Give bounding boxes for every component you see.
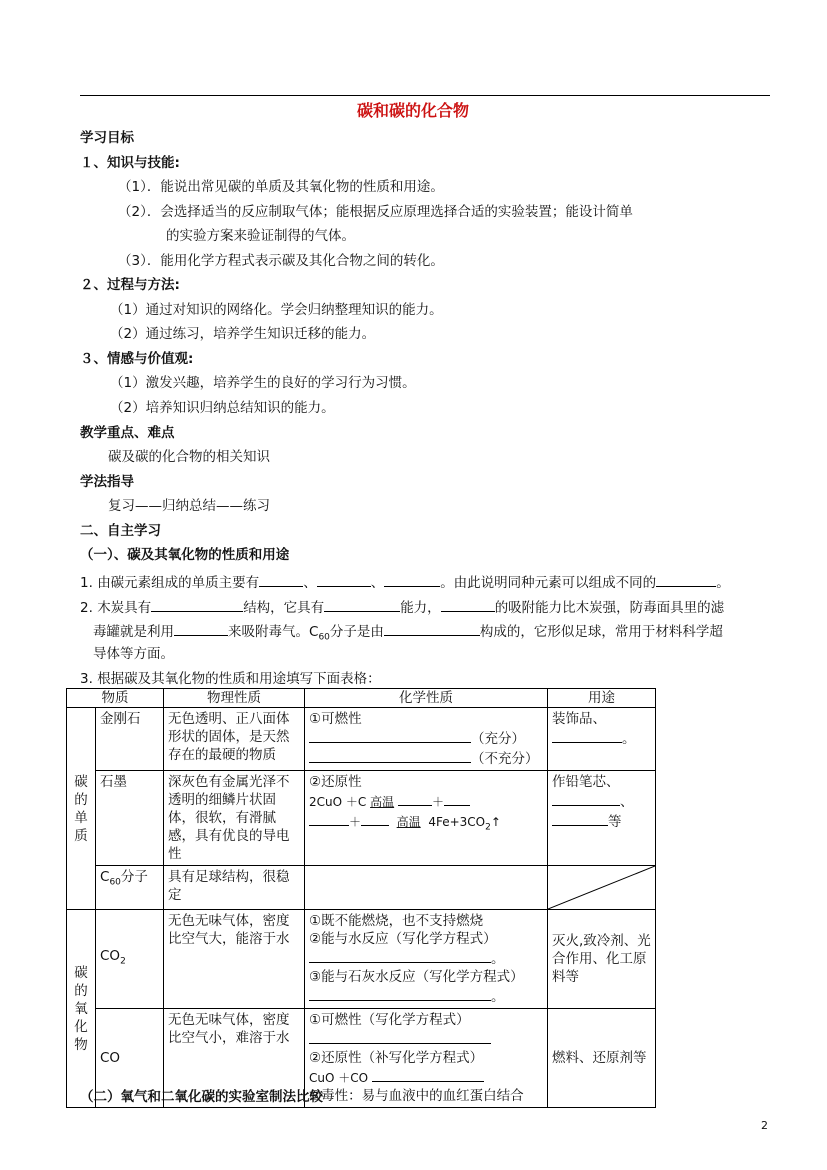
knowledge-item-2: （2）．会选择适当的反应制取气体；能根据反应原理选择合适的实验装置；能设计简单	[118, 204, 633, 220]
blank[interactable]	[552, 791, 620, 806]
blank[interactable]	[324, 597, 400, 612]
table-row	[67, 910, 656, 1009]
emotion-item-1: （1）激发兴趣，培养学生的良好的学习行为习惯。	[110, 375, 416, 391]
focus-heading: 教学重点、难点	[80, 425, 175, 441]
q3-number: 3.	[80, 671, 93, 687]
knowledge-item-1: （1）．能说出常见碳的单质及其氧化物的性质和用途。	[118, 179, 444, 195]
blank[interactable]	[309, 948, 491, 963]
header-substance: 物质	[67, 689, 164, 708]
blank[interactable]	[309, 986, 491, 1001]
properties-table	[66, 688, 656, 1108]
knowledge-item-2-cont: 的实验方案来验证制得的气体。	[166, 228, 355, 244]
co-physical: 无色无味气体，密度比空气小，难溶于水	[164, 1009, 305, 1108]
c60-physical: 具有足球结构，很稳定	[164, 866, 305, 910]
process-heading: ２、过程与方法:	[80, 277, 180, 293]
co2-chemical: ①既不能燃烧，也不支持燃烧 ②能与水反应（写化学方程式） 。 ③能与石灰水反应（写化学方程式） 。	[305, 910, 548, 1009]
diamond-physical: 无色透明、正八面体形状的固体，是天然存在的最硬的物质	[164, 708, 305, 771]
blank[interactable]	[259, 572, 303, 587]
knowledge-heading: １、知识与技能:	[80, 155, 180, 171]
subsection-1-heading: （一）、碳及其氧化物的性质和用途	[80, 547, 290, 563]
method-heading: 学法指导	[80, 474, 134, 490]
process-item-2: （2）通过练习，培养学生知识迁移的能力。	[110, 326, 376, 342]
question-2-line-3: 导体等方面。	[93, 646, 174, 662]
group-carbon-oxides: 碳 的 氧 化 物	[67, 910, 96, 1108]
diamond-use: 装饰品、 。	[548, 708, 656, 771]
co2-physical: 无色无味气体，密度比空气大，能溶于水	[164, 910, 305, 1009]
blank[interactable]	[384, 621, 480, 636]
blank[interactable]	[552, 811, 608, 826]
blank[interactable]	[309, 1029, 491, 1044]
substance-diamond: 金刚石	[96, 708, 164, 771]
blank[interactable]	[151, 597, 243, 612]
blank[interactable]	[444, 791, 470, 806]
graphite-chemical: ②还原性 2CuO ＋C 高温 ＋ ＋ 高温 $4Fe+3CO_2↑$	[305, 771, 548, 866]
co-chemical: ①可燃性（写化学方程式） ②还原性（补写化学方程式） CuO ＋CO ③毒性：易与血液中的血红蛋白结合	[305, 1009, 548, 1108]
blank[interactable]	[398, 791, 432, 806]
page-number: 2	[761, 1119, 768, 1132]
question-3: 3. 根据碳及其氧化物的性质和用途填写下面表格：	[80, 671, 381, 687]
substance-graphite: 石墨	[96, 771, 164, 866]
table-row	[67, 866, 656, 910]
header-use: 用途	[548, 689, 656, 708]
diamond-chemical: ①可燃性 （充分） （不充分）	[305, 708, 548, 771]
blank[interactable]	[552, 728, 622, 743]
diagonal-line	[548, 866, 655, 909]
blank[interactable]	[174, 621, 228, 636]
knowledge-item-3: （3）．能用化学方程式表示碳及其化合物之间的转化。	[118, 253, 444, 269]
blank[interactable]	[441, 597, 495, 612]
table-row	[67, 708, 656, 771]
emotion-item-2: （2）培养知识归纳总结知识的能力。	[110, 400, 335, 416]
co2-use: 灭火,致冷剂、光合作用、化工原料等	[548, 910, 656, 1009]
table-row	[67, 771, 656, 866]
subsection-2-heading: （二）氧气和二氧化碳的实验室制法比较	[80, 1089, 323, 1105]
q2-number: 2.	[80, 600, 93, 616]
emotion-heading: ３、情感与价值观:	[80, 351, 194, 367]
process-item-1: （1）通过对知识的网络化。学会归纳整理知识的能力。	[110, 302, 443, 318]
question-2-line-2: 毒罐就是利用 来吸附毒气。$C_{60}$分子是由 构成的，它形似足球，常用于材料科学超	[93, 621, 723, 647]
q1-number: 1.	[80, 575, 93, 591]
question-1: 1. 由碳元素组成的单质主要有 、 、 。由此说明同种元素可以组成不同的 。	[80, 572, 730, 592]
group-carbon-elements: 碳 的 单 质	[67, 708, 96, 910]
blank[interactable]	[317, 572, 371, 587]
method-text: 复习——归纳总结——练习	[108, 498, 270, 514]
header-physical: 物理性质	[164, 689, 305, 708]
blank[interactable]	[372, 1067, 484, 1082]
blank[interactable]	[309, 728, 471, 743]
table-header-row	[67, 689, 656, 708]
header-chemical: 化学性质	[305, 689, 548, 708]
objectives-heading: 学习目标	[80, 130, 134, 146]
blank[interactable]	[384, 572, 440, 587]
header-rule	[80, 95, 770, 96]
substance-co2: $CO_2$	[96, 910, 164, 1009]
co-use: 燃料、还原剂等	[548, 1009, 656, 1108]
blank[interactable]	[309, 748, 471, 763]
c60-use-crossed	[548, 866, 656, 910]
blank[interactable]	[656, 572, 716, 587]
page-title: 碳和碳的化合物	[357, 101, 470, 120]
blank[interactable]	[309, 811, 349, 826]
graphite-physical: 深灰色有金属光泽不透明的细鳞片状固体，很软，有滑腻感，具有优良的导电性	[164, 771, 305, 866]
section-2-heading: 二、自主学习	[80, 523, 161, 539]
substance-c60: $C_{60}$分子	[96, 866, 164, 910]
question-2-line-1: 2. 木炭具有 结构，它具有 能力， 的吸附能力比木炭强，防毒面具里的滤	[80, 597, 724, 617]
substance-co: CO	[96, 1009, 164, 1108]
focus-text: 碳及碳的化合物的相关知识	[108, 449, 270, 465]
blank[interactable]	[361, 811, 389, 826]
c60-chemical	[305, 866, 548, 910]
graphite-use: 作铅笔芯、 、 等	[548, 771, 656, 866]
